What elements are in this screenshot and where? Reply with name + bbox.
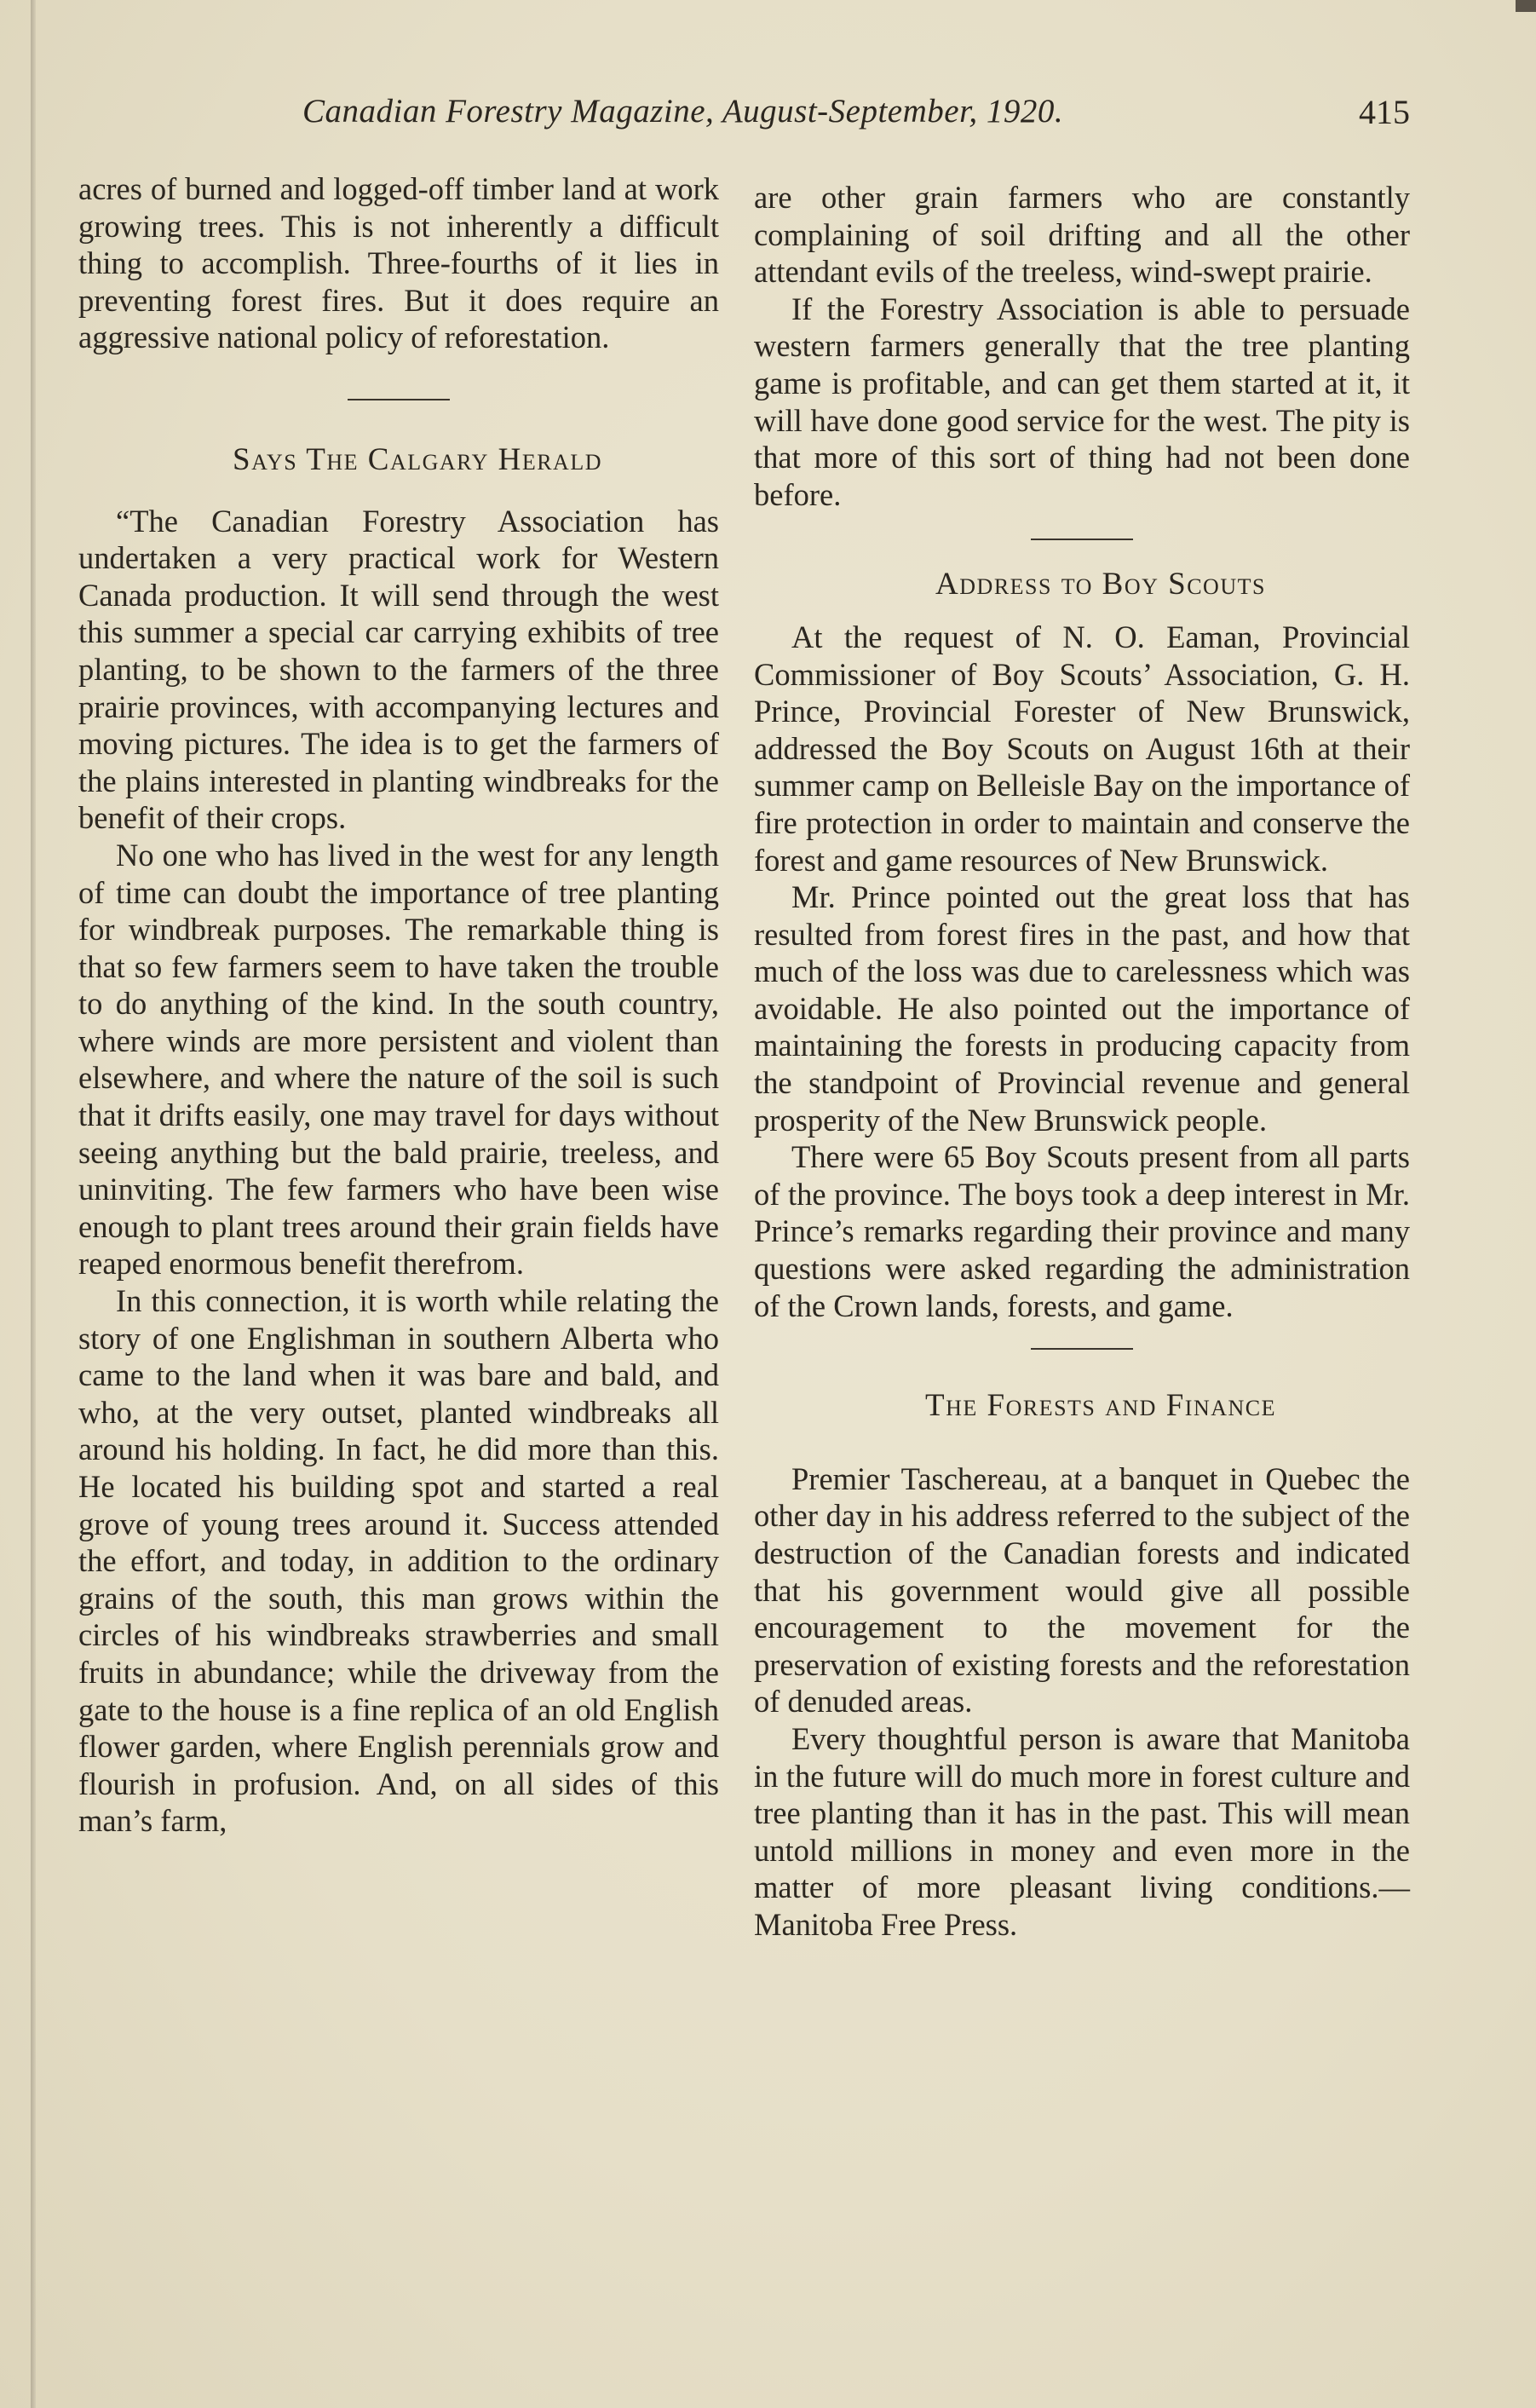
article-paragraph: Premier Taschereau, at a banquet in Quebec the other day in his address referred to the subject of the destruction of the Canadian forests and indicated that his government would give all possible encouragement to the movement for the preservation of existing forests and the reforestation of denuded areas.: [754, 1460, 1410, 1720]
page-number: 415: [1359, 93, 1410, 131]
right-column: [754, 179, 1410, 1944]
left-column: [78, 170, 719, 1840]
section-title-boy-scouts: Address to Boy Scouts: [935, 567, 1266, 602]
article-paragraph: In this connection, it is worth while relating the story of one Englishman in southern Alberta who came to the land when it was bare and bald, and who, at the very outset, planted windbreaks all around his holding. In fact, he did more than this. He located his building spot and started a real grove of young trees around it. Success attended the effort, and today, in addition to the ordinary grains of the south, this man grows within the circles of his windbreaks strawberries and small fruits in abundance; while the driveway from the gate to the house is a fine replica of an old English flower garden, where English perennials grow and flourish in profusion. And, on all sides of this man’s farm,: [78, 1283, 719, 1839]
article-paragraph: There were 65 Boy Scouts present from all parts of the province. The boys took a deep interest in Mr. Prince’s remarks regarding their province and many questions were asked regarding the administration of the Crown lands, forests, and game.: [754, 1139, 1410, 1323]
opening-paragraph: acres of burned and logged-off timber land at work growing trees. This is not inherently a difficult thing to accomplish. Three-fourths of it lies in preventing forest fires. But it does require an aggressive national policy of reforestation.: [78, 171, 719, 355]
section-title-calgary-herald: Says The Calgary Herald: [233, 441, 602, 477]
article-paragraph: At the request of N. O. Eaman, Provincial Commissioner of Boy Scouts’ Association, G. H. Prince, Provincial Forester of New Brunswick, addressed the Boy Scouts on August 16th at their summer camp on Belleisle Bay on the importance of fire protection in order to maintain and conserve the forest and game resources of New Brunswick.: [754, 619, 1410, 878]
running-head: Canadian Forestry Magazine, August-September, 1920.: [302, 93, 1064, 130]
continuation-paragraph: are other grain farmers who are constantly complaining of soil drifting and all the other attendant evils of the treeless, wind-swept prairie.: [754, 180, 1410, 290]
article-paragraph: “The Canadian Forestry Association has undertaken a very practical work for Western Canada production. It will send through the west this summer a special car carrying exhibits of tree planting, to be shown to the farmers of the three prairie provinces, with accompanying lectures and moving pictures. The idea is to get the farmers of the plains interested in planting windbreaks for the benefit of their crops.: [78, 503, 719, 836]
section-title-forests-finance: The Forests and Finance: [924, 1388, 1276, 1424]
article-paragraph: Mr. Prince pointed out the great loss that has resulted from forest fires in the past, and how that much of the loss was due to carelessness which was avoidable. He also pointed out the importance of maintaining the forests in producing capacity from the standpoint of Provincial revenue and general prosperity of the New Brunswick people.: [754, 879, 1410, 1138]
continuation-paragraph: If the Forestry Association is able to persuade western farmers generally that the tree planting game is profitable, and can get them started at it, it will have done good service for the west. The pity is that more of this sort of thing had not been done before.: [754, 291, 1410, 512]
binding-gutter: [31, 0, 36, 2408]
scan-corner-mark: [1516, 0, 1536, 12]
page-header: [302, 92, 1410, 143]
article-paragraph: No one who has lived in the west for any length of time can doubt the importance of tree planting for windbreak purposes. The remarkable thing is that so few farmers seem to have taken the trouble to do anything of the kind. In the south country, where winds are more persistent and violent than elsewhere, and where the nature of the soil is such that it drifts easily, one may travel for days without seeing anything but the bald prairie, treeless, and uninviting. The few farmers who have been wise enough to plant trees around their grain fields have reaped enormous benefit therefrom.: [78, 837, 719, 1282]
article-paragraph: Every thoughtful person is aware that Manitoba in the future will do much more in forest culture and tree planting than it has in the past. This will mean untold millions in money and even more in the matter of more pleasant living conditions.—Manitoba Free Press.: [754, 1720, 1410, 1942]
